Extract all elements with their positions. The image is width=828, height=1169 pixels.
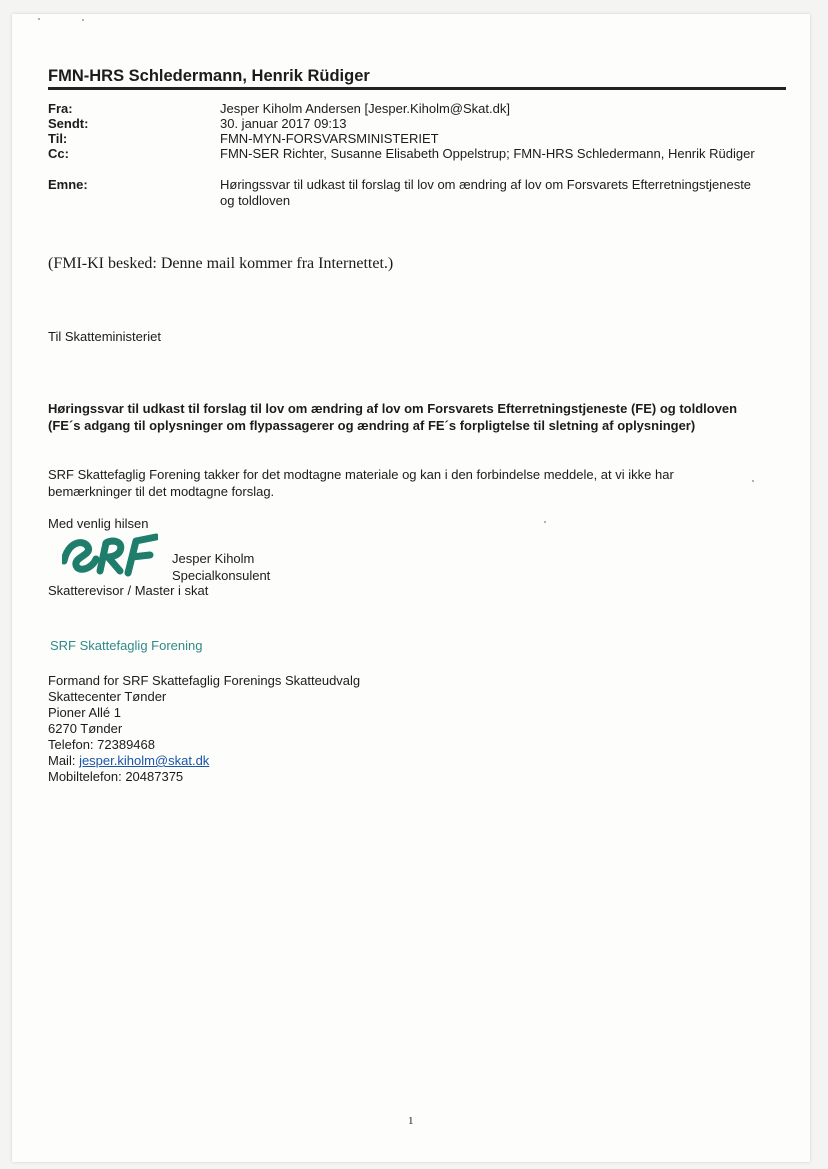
signature-role: Skatterevisor / Master i skat (48, 583, 209, 598)
internet-notice: (FMI-KI besked: Denne mail kommer fra Internettet.) (48, 255, 394, 272)
from-label: Fra: (48, 101, 73, 116)
to-value: FMN-MYN-FORSVARSMINISTERIET (220, 131, 439, 146)
contact-block (48, 673, 360, 785)
mail-line (48, 753, 360, 769)
scan-speck (82, 19, 84, 21)
from-value: Jesper Kiholm Andersen [Jesper.Kiholm@Skat.dk] (220, 101, 510, 116)
contact-line: 6270 Tønder (48, 721, 123, 736)
cc-label: Cc: (48, 146, 69, 161)
contact-line: Formand for SRF Skattefaglig Forenings Skatteudvalg (48, 673, 361, 688)
scan-speck (38, 18, 40, 20)
mail-link[interactable]: jesper.kiholm@skat.dk (79, 753, 210, 768)
contact-line: Pioner Allé 1 (48, 705, 121, 720)
contact-line: Telefon: 72389468 (48, 737, 155, 752)
signature-name: Jesper Kiholm (172, 551, 255, 566)
srf-logo (62, 531, 158, 579)
title-rule (48, 87, 786, 90)
scan-speck (752, 480, 754, 482)
scan-speck (544, 521, 546, 523)
contact-line: Skattecenter Tønder (48, 689, 167, 704)
cc-value: FMN-SER Richter, Susanne Elisabeth Oppelstrup; FMN-HRS Schledermann, Henrik Rüdiger (220, 146, 755, 161)
salutation: Til Skatteministeriet (48, 329, 161, 344)
signature-block (172, 551, 270, 584)
sent-value: 30. januar 2017 09:13 (220, 116, 347, 131)
document-page (12, 14, 810, 1162)
organization-name: SRF Skattefaglig Forening (50, 638, 203, 653)
signature-title: Specialkonsulent (172, 567, 271, 583)
subject-label: Emne: (48, 177, 88, 192)
page-number: 1 (408, 1115, 414, 1127)
document-title: FMN-HRS Schledermann, Henrik Rüdiger (48, 67, 370, 85)
mobile-line: Mobiltelefon: 20487375 (48, 769, 184, 784)
subject-value: Høringssvar til udkast til forslag til lov om ændring af lov om Forsvarets Efterretningstjeneste og toldloven (220, 177, 752, 208)
body-subject: Høringssvar til udkast til forslag til lov om ændring af lov om Forsvarets Efterretningstjeneste (FE) og toldloven (FE´s adgang til oplysninger om flypassagerer og ændring af FE´s forpligtelse til sletning af oplysninger) (48, 401, 738, 433)
sent-label: Sendt: (48, 116, 89, 131)
mail-label: Mail: (48, 753, 80, 768)
body-paragraph: SRF Skattefaglig Forening takker for det modtagne materiale og kan i den forbindelse meddele, at vi ikke har bemærkninger til det modtagne forslag. (48, 467, 674, 499)
greeting: Med venlig hilsen (48, 516, 149, 531)
to-label: Til: (48, 131, 68, 146)
